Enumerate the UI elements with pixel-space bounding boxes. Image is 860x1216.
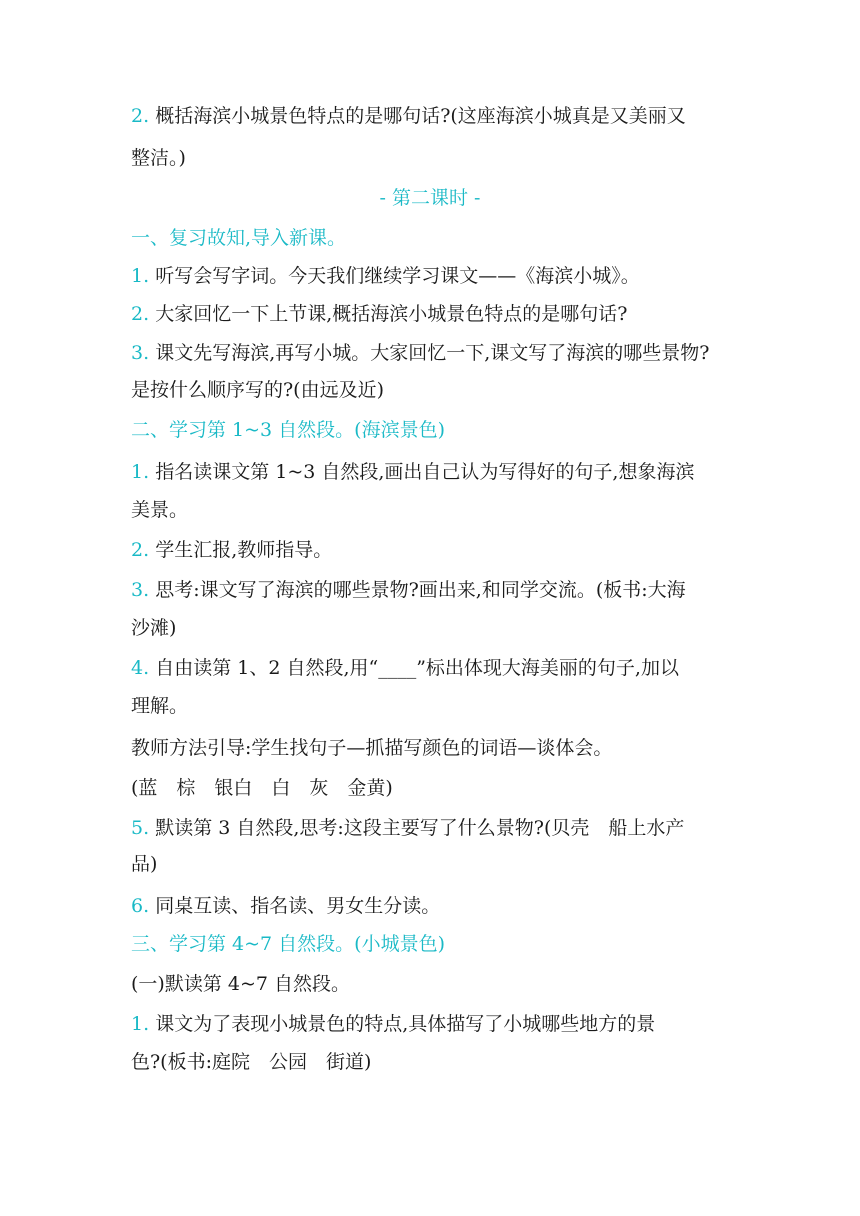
list-item: 2. 大家回忆一下上节课,概括海滨小城景色特点的是哪句话? [131,303,628,325]
list-item: 2. 概括海滨小城景色特点的是哪句话?(这座海滨小城真是又美丽又 [131,105,686,127]
list-item-continuation: 整洁。) [131,147,186,169]
teacher-guide: 教师方法引导:学生找句子—抓描写颜色的词语—谈体会。 [131,737,613,759]
section-heading: 一、复习故知,导入新课。 [131,227,347,249]
list-item-continuation: 理解。 [131,695,189,717]
list-item: 1. 听写会写字词。今天我们继续学习课文——《海滨小城》。 [131,265,640,287]
list-item-continuation: 沙滩) [131,617,177,639]
list-item: 6. 同桌互读、指名读、男女生分读。 [131,895,441,917]
list-item-continuation: 美景。 [131,499,189,521]
list-item: 3. 思考:课文写了海滨的哪些景物?画出来,和同学交流。(板书:大海 [131,579,686,601]
color-words: (蓝 棕 银白 白 灰 金黄) [131,777,393,799]
lesson-title: - 第二课时 - [379,187,481,209]
section-heading: 三、学习第 4~7 自然段。(小城景色) [131,933,446,955]
section-heading: 二、学习第 1~3 自然段。(海滨景色) [131,419,446,441]
list-item: 2. 学生汇报,教师指导。 [131,539,333,561]
list-item-continuation: 品) [131,853,158,875]
list-item: 1. 课文为了表现小城景色的特点,具体描写了小城哪些地方的景 [131,1013,656,1035]
list-item: 3. 课文先写海滨,再写小城。大家回忆一下,课文写了海滨的哪些景物? [131,342,710,364]
list-item-continuation: 色?(板书:庭院 公园 街道) [131,1051,372,1073]
list-item: 5. 默读第 3 自然段,思考:这段主要写了什么景物?(贝壳 船上水产 [131,817,685,839]
sub-heading: (一)默读第 4~7 自然段。 [131,973,351,995]
list-item: 4. 自由读第 1、2 自然段,用“____”标出体现大海美丽的句子,加以 [131,657,679,679]
list-item: 1. 指名读课文第 1~3 自然段,画出自己认为写得好的句子,想象海滨 [131,461,695,483]
list-item-continuation: 是按什么顺序写的?(由远及近) [131,379,385,401]
